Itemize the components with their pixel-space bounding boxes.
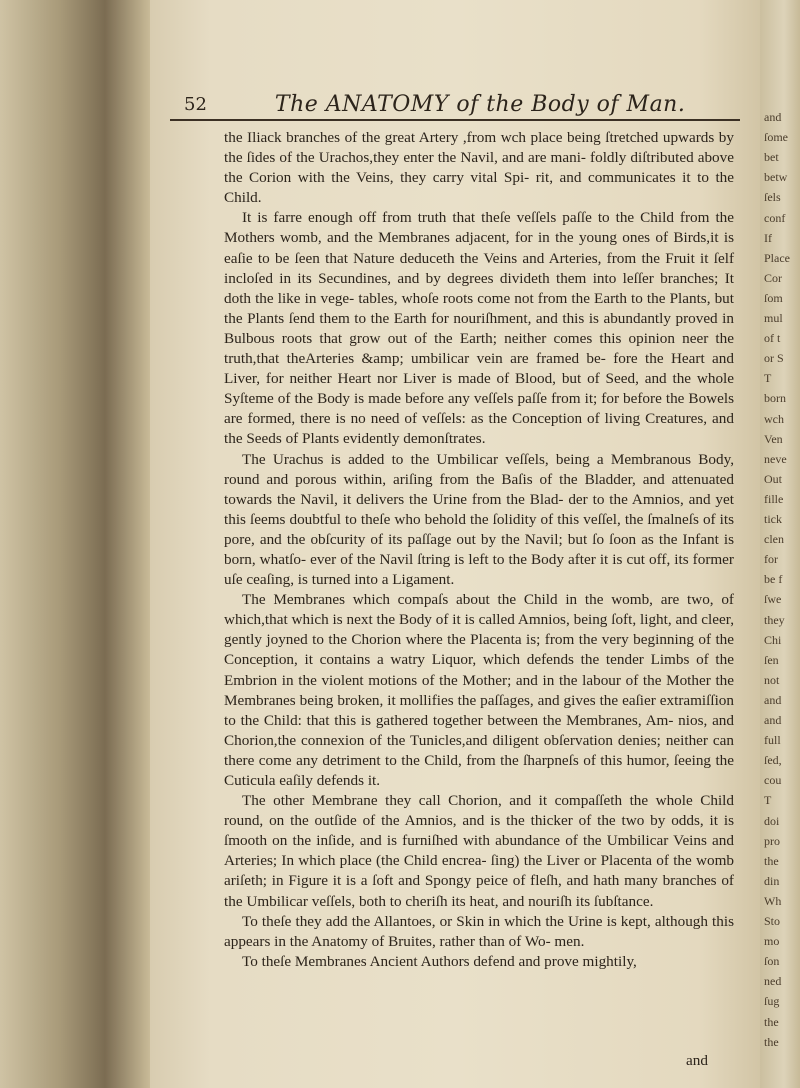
facing-page-fragment: and (764, 713, 782, 727)
facing-page-fragment: conf (764, 210, 786, 225)
facing-page-fragment: neve (764, 451, 787, 466)
facing-page-fragment: Chi (764, 632, 782, 647)
paragraph: the Iliack branches of the great Artery ,from wch place being ſtretched upwards by the ſides of the Urachos,they enter the Navil, and are mani- foldly diſtributed above the Corion with the Veins, they carry vital Spi- rit, and communicates it to the Child. (224, 129, 734, 207)
running-title: The ANATOMY of the Body of Man. (274, 91, 686, 117)
facing-page-fragment: If (764, 230, 772, 245)
facing-page-fragment: T (764, 793, 772, 808)
facing-page-fragment: ſome (764, 130, 788, 145)
facing-page-fragment: Cor (764, 270, 782, 285)
facing-page-fragment: bet (764, 150, 779, 165)
facing-page-fragment: ſon (764, 954, 780, 969)
page-number: 52 (184, 93, 207, 115)
facing-page-fragment: born (764, 391, 786, 406)
paragraph: The other Membrane they call Chorion, and it compaſſeth the whole Child round, on the outſide of the Amnios, and is the thicker of the two by odds, it is ſmooth on the inſide, and is furniſhed with abundance of the Umbilicar Veins and Arteries; In which place (the Child encrea- ſing) the Liver or Placenta of the womb ariſeth; in Figure it is a ſoft and Spongy peice of fleſh, and hath many branches of the Umbilicar veſſels, both to cheriſh its heat, and nouriſh its ſubſtance. (224, 792, 734, 910)
facing-page-fragment: the (764, 1014, 779, 1029)
facing-page-fragment: ſed, (764, 753, 782, 768)
facing-page-fragment: Ven (764, 431, 783, 446)
facing-page-fragment: they (764, 612, 785, 627)
paragraph: The Urachus is added to the Umbilicar veſſels, being a Membranous Body, round and porous within, ariſing from the Baſis of the Bladder, and attenuated towards the Navil, it delivers the Urine from the Blad- der to the Amnios, and yet this ſeems doubtful to theſe who behold the ſolidity of this veſſel, the ſmalneſs of its pore, and the obſcurity of its paſſage out by the Navil; but ſo ſoon as the Infant is born, whatſo- ever of the Navil ſtring is left to the Body after it is cut off, its former uſe ceaſing, is turned into a Ligament. (224, 450, 734, 589)
facing-page-fragment: Wh (764, 893, 782, 908)
facing-page-fragment: ſwe (764, 592, 782, 607)
paragraph: It is farre enough off from truth that theſe veſſels paſſe to the Child from the Mothers womb, and the Membranes adjacent, for in the young ones of Birds,it is eaſie to be ſeen that Nature deduceth the Veins and Arteries, from the Fruit it ſelf incloſed in its Secundines, and by degrees divideth them into leſſer branches; It doth the like in vege- tables, whoſe roots come not from the Earth to the Plants, but the Plants ſend them to the Earth for nouriſhment, and this is abundantly proved in Bulbous roots that grow out of the Earth; neither comes this opinion neer the truth,that theArteries &amp; umbilicar vein are framed be- fore the Heart and Liver, for neither Heart nor Liver is made of Blood, but of Seed, and the whole Syſteme of the Body is made before any veſſels paſſe from it; for before the Bowels are formed, there is no need of veſſels: as the Conception of living Creatures, and the Seeds of Plants evidently demonſtrates. (224, 209, 734, 448)
facing-page-fragment: fille (764, 491, 784, 506)
facing-page-fragment: of t (764, 331, 781, 346)
facing-page-fragment: for (764, 552, 778, 567)
catchword: and (686, 1052, 708, 1069)
facing-page-fragment: Place (764, 250, 790, 265)
facing-page-fragment: wch (764, 411, 784, 426)
facing-page-fragment: ſom (764, 290, 783, 305)
facing-page-fragment: and (764, 110, 782, 124)
facing-page-fragment: the (764, 853, 779, 868)
facing-page-fragment: and (764, 692, 782, 707)
book-page (150, 0, 760, 1088)
facing-page-fragment: Sto (764, 914, 781, 928)
facing-page-fragment: the (764, 1034, 779, 1049)
facing-page-fragment: tick (764, 512, 782, 526)
paragraph: The Membranes which compaſs about the Child in the womb, are two, of which,that which is next the Body of it is called Amnios, being ſoft, light, and cleer, gently joyned to the Chorion where the Placenta is; from the very beginning of the Conception, it contains a watry Liquor, which defends the tender Limbs of the Embrion in the violent motions of the Mother; and in the labour of the Mother the Membranes being broken, it mollifies the paſſages, and gives the eaſier extramiſſion to the Child: that this is gathered together between the Membranes, Am- nios, and Chorion,the connexion of the Tunicles,and diligent obſervation denies; neither can there come any detriment to the Child, from the ſharpneſs of this humor, ſeeing the Cuticula eaſily defends it. (224, 591, 734, 789)
facing-page-fragment: or S (764, 351, 784, 366)
paragraph: To theſe they add the Allantoes, or Skin in which the Urine is kept, although this appears in the Anatomy of Bruites, rather than of Wo- men. (224, 912, 734, 950)
facing-page-fragment: doi (764, 813, 780, 828)
facing-page-fragment: full (764, 733, 781, 748)
facing-page-fragment: mo (764, 934, 780, 949)
facing-page-fragment: T (764, 371, 772, 386)
header-rule (170, 119, 740, 121)
page-header (170, 88, 750, 120)
paragraph: To theſe Membranes Ancient Authors defend and prove mightily, (242, 952, 637, 970)
facing-page-fragment: be f (764, 572, 783, 587)
facing-page-fragment: ſels (764, 190, 781, 205)
binding-gutter (0, 0, 150, 1088)
facing-page-fragment: ned (764, 974, 782, 989)
facing-page-fragment: cou (764, 773, 782, 788)
facing-page-fragment: clen (764, 532, 784, 547)
facing-page-fragment: din (764, 873, 780, 888)
facing-page-fragment: ſen (764, 652, 779, 667)
facing-page-fragment: not (764, 672, 780, 687)
facing-page-fragment: mul (764, 311, 783, 325)
facing-page-fragment: ſug (764, 994, 780, 1009)
facing-page-fragment: betw (764, 170, 788, 185)
facing-page-fragment: pro (764, 833, 780, 848)
body-text (224, 128, 734, 972)
facing-page-fragment: Out (764, 471, 782, 486)
facing-page-edge (760, 0, 800, 1088)
